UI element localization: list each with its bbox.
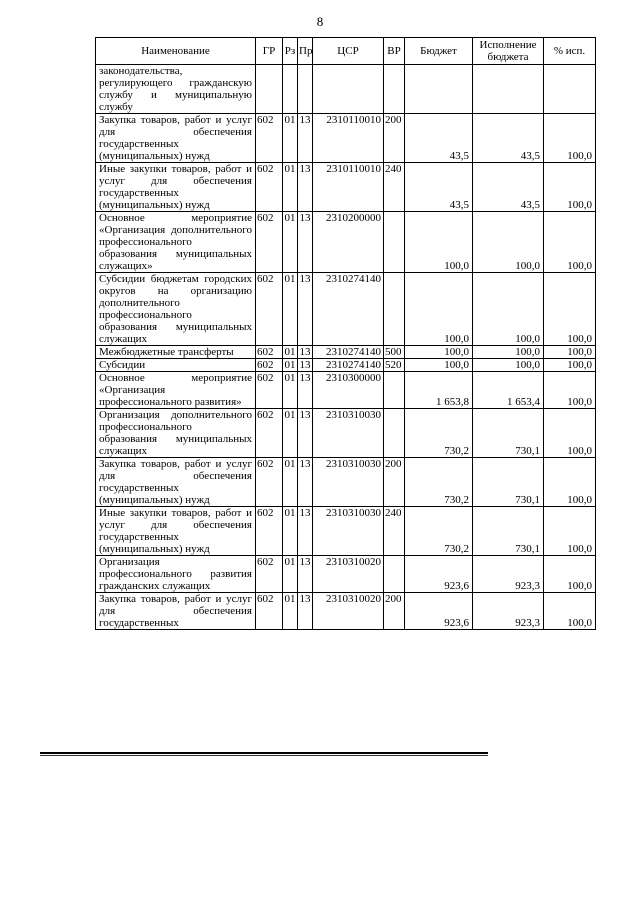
header-budget: Бюджет [405,38,473,65]
row-name: Иные закупки товаров, работ и услуг для обеспечения государственных (муниципальных) нужд [96,507,256,556]
table-row [96,556,596,593]
table-row [96,114,596,163]
row-budget: 730,2 [405,409,473,458]
row-name: Субсидии [96,359,256,372]
row-gr: 602 [256,359,283,372]
row-name: Организация профессионального развития гражданских служащих [96,556,256,593]
row-name: Основное мероприятие «Организация профессионального развития» [96,372,256,409]
row-pr: 13 [298,507,313,556]
row-percent: 100,0 [544,507,596,556]
row-name: Закупка товаров, работ и услуг для обеспечения государственных (муниципальных) нужд [96,458,256,507]
row-gr: 602 [256,556,283,593]
row-percent: 100,0 [544,212,596,273]
row-budget: 730,2 [405,507,473,556]
row-csr: 2310310030 [313,507,384,556]
row-csr: 2310310020 [313,593,384,630]
row-name: Основное мероприятие «Организация дополнительного профессионального образования муниципальных служащих» [96,212,256,273]
row-budget: 100,0 [405,212,473,273]
table-row [96,372,596,409]
row-budget: 100,0 [405,359,473,372]
row-csr: 2310274140 [313,273,384,346]
header-gr: ГР [256,38,283,65]
row-rz: 01 [283,114,298,163]
row-pr: 13 [298,212,313,273]
row-budget: 43,5 [405,163,473,212]
row-pr [298,65,313,114]
row-percent [544,65,596,114]
row-vr [384,65,405,114]
row-percent: 100,0 [544,593,596,630]
row-csr: 2310310030 [313,409,384,458]
row-vr: 200 [384,458,405,507]
row-name: Субсидии бюджетам городских округов на организацию дополнительного профессионального образования муниципальных служащих [96,273,256,346]
row-gr: 602 [256,372,283,409]
row-name: Организация дополнительного профессионального образования муниципальных служащих [96,409,256,458]
row-csr [313,65,384,114]
row-execution: 923,3 [473,593,544,630]
table-row [96,507,596,556]
header-name: Наименование [96,38,256,65]
row-pr: 13 [298,163,313,212]
table-row [96,273,596,346]
row-pr: 13 [298,458,313,507]
row-vr: 200 [384,593,405,630]
header-vr: ВР [384,38,405,65]
row-gr: 602 [256,163,283,212]
row-pr: 13 [298,556,313,593]
row-percent: 100,0 [544,458,596,507]
row-csr: 2310110010 [313,163,384,212]
row-rz: 01 [283,409,298,458]
table-row [96,593,596,630]
row-budget: 1 653,8 [405,372,473,409]
row-percent: 100,0 [544,359,596,372]
row-vr [384,556,405,593]
row-pr: 13 [298,409,313,458]
table-header-row [96,38,596,65]
row-execution: 730,1 [473,458,544,507]
header-pr: Пр [298,38,313,65]
row-execution: 730,1 [473,409,544,458]
table-row [96,163,596,212]
row-budget: 730,2 [405,458,473,507]
row-vr [384,212,405,273]
row-gr [256,65,283,114]
header-csr: ЦСР [313,38,384,65]
row-csr: 2310310030 [313,458,384,507]
row-name: Закупка товаров, работ и услуг для обеспечения государственных [96,593,256,630]
row-percent: 100,0 [544,273,596,346]
budget-table [95,37,596,630]
row-execution: 100,0 [473,212,544,273]
footer-divider [40,752,488,754]
row-percent: 100,0 [544,114,596,163]
row-gr: 602 [256,212,283,273]
row-execution: 43,5 [473,114,544,163]
row-percent: 100,0 [544,163,596,212]
row-name: законодательства, регулирующего гражданскую службу и муниципальную службу [96,65,256,114]
row-rz: 01 [283,163,298,212]
row-csr: 2310300000 [313,372,384,409]
table-row [96,409,596,458]
row-budget: 100,0 [405,346,473,359]
row-pr: 13 [298,273,313,346]
row-name: Межбюджетные трансферты [96,346,256,359]
row-gr: 602 [256,458,283,507]
row-name: Иные закупки товаров, работ и услуг для обеспечения государственных (муниципальных) нужд [96,163,256,212]
row-rz [283,65,298,114]
row-vr: 240 [384,507,405,556]
row-budget: 43,5 [405,114,473,163]
row-vr [384,372,405,409]
row-vr: 520 [384,359,405,372]
header-rz: Рз [283,38,298,65]
row-pr: 13 [298,114,313,163]
row-percent: 100,0 [544,556,596,593]
row-pr: 13 [298,593,313,630]
table-row [96,65,596,114]
footer-divider-thin [40,755,488,756]
table-row [96,359,596,372]
row-rz: 01 [283,372,298,409]
row-rz: 01 [283,458,298,507]
row-percent: 100,0 [544,409,596,458]
row-rz: 01 [283,593,298,630]
row-vr: 500 [384,346,405,359]
row-percent: 100,0 [544,346,596,359]
row-gr: 602 [256,114,283,163]
header-percent: % исп. [544,38,596,65]
row-vr: 200 [384,114,405,163]
row-csr: 2310274140 [313,346,384,359]
row-budget: 100,0 [405,273,473,346]
row-rz: 01 [283,556,298,593]
row-pr: 13 [299,346,311,358]
row-rz: 01 [283,212,298,273]
row-execution [473,65,544,114]
row-pr: 13 [298,372,313,409]
row-vr [384,273,405,346]
row-rz: 01 [284,346,296,358]
row-gr: 602 [256,273,283,346]
row-csr: 2310200000 [313,212,384,273]
row-vr: 240 [384,163,405,212]
row-rz: 01 [284,359,296,371]
row-execution: 100,0 [473,346,544,359]
row-pr: 13 [299,359,311,371]
row-rz: 01 [283,507,298,556]
table-row [96,346,596,359]
row-gr: 602 [256,507,283,556]
row-execution: 923,3 [473,556,544,593]
row-csr: 2310274140 [313,359,384,372]
row-budget [405,65,473,114]
row-gr: 602 [256,593,283,630]
row-gr: 602 [256,409,283,458]
row-csr: 2310110010 [313,114,384,163]
row-execution: 730,1 [473,507,544,556]
row-budget: 923,6 [405,556,473,593]
row-name: Закупка товаров, работ и услуг для обеспечения государственных (муниципальных) нужд [96,114,256,163]
row-execution: 100,0 [473,359,544,372]
page-number: 8 [316,14,324,29]
table-row [96,458,596,507]
row-percent: 100,0 [544,372,596,409]
row-csr: 2310310020 [313,556,384,593]
row-execution: 1 653,4 [473,372,544,409]
row-execution: 100,0 [473,273,544,346]
row-rz: 01 [283,273,298,346]
row-vr [384,409,405,458]
row-gr: 602 [256,346,283,359]
table-row [96,212,596,273]
header-execution: Исполнение бюджета [473,38,544,65]
row-budget: 923,6 [405,593,473,630]
row-execution: 43,5 [473,163,544,212]
